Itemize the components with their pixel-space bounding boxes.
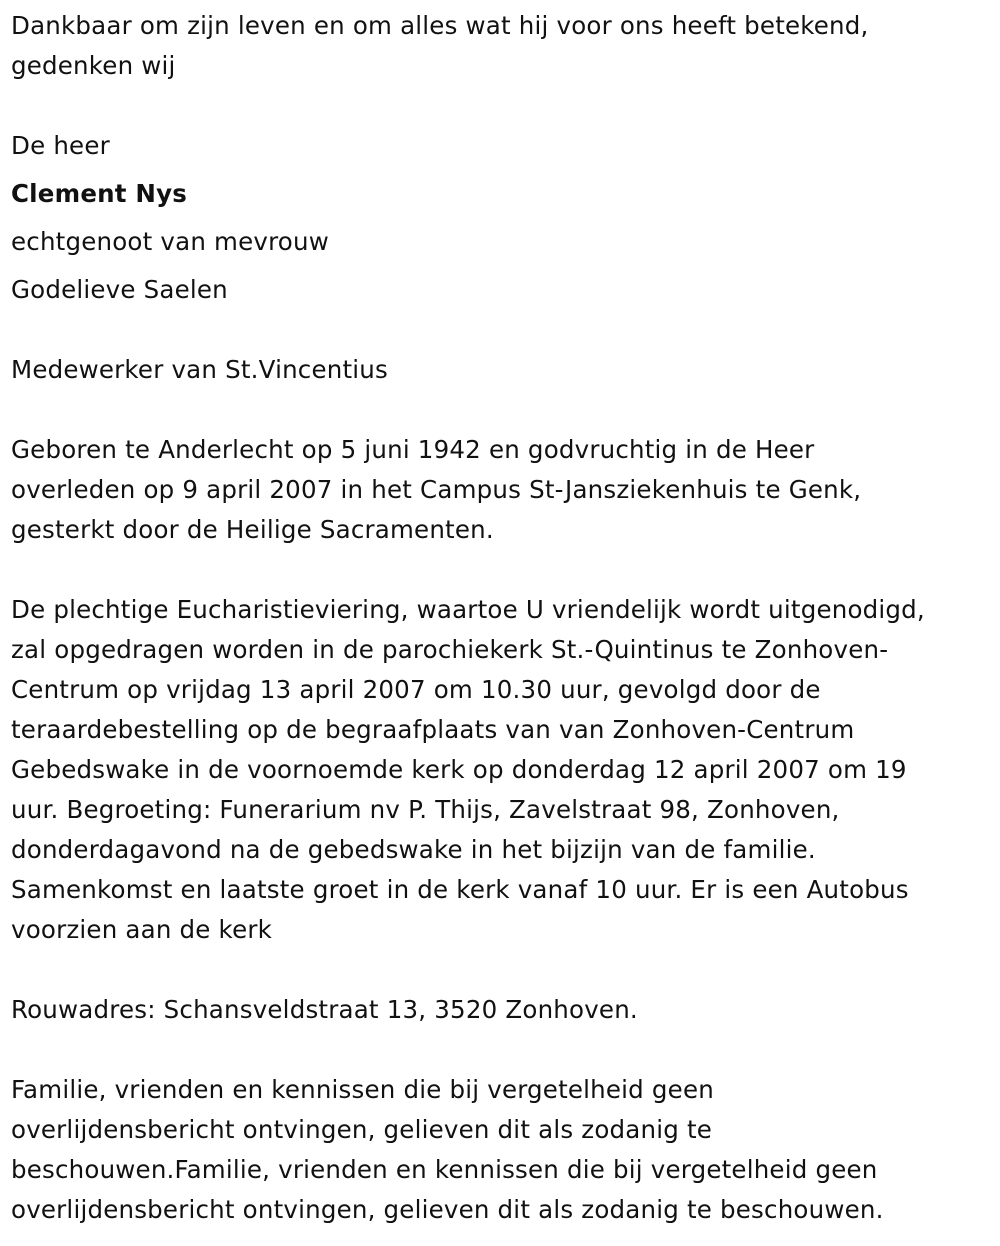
- spacer: [11, 86, 993, 126]
- role-line: Medewerker van St.Vincentius: [11, 355, 388, 384]
- honorific: De heer: [11, 131, 110, 160]
- mourning-address: Rouwadres: Schansveldstraat 13, 3520 Zonhoven.: [11, 995, 638, 1024]
- obituary-document: [11, 6, 993, 1230]
- birth-death-paragraph: [11, 430, 993, 550]
- closing-line: overlijdensbericht ontvingen, gelieven dit als zodanig te: [11, 1115, 713, 1144]
- birth-line: overleden op 9 april 2007 in het Campus St-Jansziekenhuis te Genk,: [11, 475, 862, 504]
- ceremony-line: Gebedswake in de voornoemde kerk op donderdag 12 april 2007 om 19: [11, 755, 907, 784]
- birth-line: Geboren te Anderlecht op 5 juni 1942 en godvruchtig in de Heer: [11, 435, 815, 464]
- ceremony-line: voorzien aan de kerk: [11, 915, 273, 944]
- ceremony-line: uur. Begroeting: Funerarium nv P. Thijs, Zavelstraat 98, Zonhoven,: [11, 795, 840, 824]
- spacer: [11, 550, 993, 590]
- deceased-name: Clement Nys: [11, 179, 188, 208]
- intro-paragraph: [11, 6, 993, 86]
- spacer: [11, 950, 993, 990]
- ceremony-line: Centrum op vrijdag 13 april 2007 om 10.30 uur, gevolgd door de: [11, 675, 821, 704]
- closing-line: Familie, vrienden en kennissen die bij vergetelheid geen: [11, 1075, 714, 1104]
- spouse-name: Godelieve Saelen: [11, 275, 228, 304]
- ceremony-line: zal opgedragen worden in de parochiekerk St.-Quintinus te Zonhoven-: [11, 635, 889, 664]
- closing-paragraph: [11, 1070, 993, 1230]
- intro-line: Dankbaar om zijn leven en om alles wat hij voor ons heeft betekend,: [11, 11, 869, 40]
- spacer: [11, 214, 993, 222]
- spacer: [11, 310, 993, 350]
- intro-line: gedenken wij: [11, 51, 176, 80]
- ceremony-line: teraardebestelling op de begraafplaats van van Zonhoven-Centrum: [11, 715, 855, 744]
- ceremony-line: De plechtige Eucharistieviering, waartoe U vriendelijk wordt uitgenodigd,: [11, 595, 925, 624]
- spacer: [11, 166, 993, 174]
- ceremony-line: Samenkomst en laatste groet in de kerk vanaf 10 uur. Er is een Autobus: [11, 875, 909, 904]
- spacer: [11, 1030, 993, 1070]
- ceremony-line: donderdagavond na de gebedswake in het bijzijn van de familie.: [11, 835, 816, 864]
- closing-line: beschouwen.Familie, vrienden en kennissen die bij vergetelheid geen: [11, 1155, 878, 1184]
- closing-line: overlijdensbericht ontvingen, gelieven dit als zodanig te beschouwen.: [11, 1195, 884, 1224]
- spouse-line: echtgenoot van mevrouw: [11, 227, 329, 256]
- spacer: [11, 262, 993, 270]
- spacer: [11, 390, 993, 430]
- birth-line: gesterkt door de Heilige Sacramenten.: [11, 515, 494, 544]
- ceremony-paragraph: [11, 590, 993, 950]
